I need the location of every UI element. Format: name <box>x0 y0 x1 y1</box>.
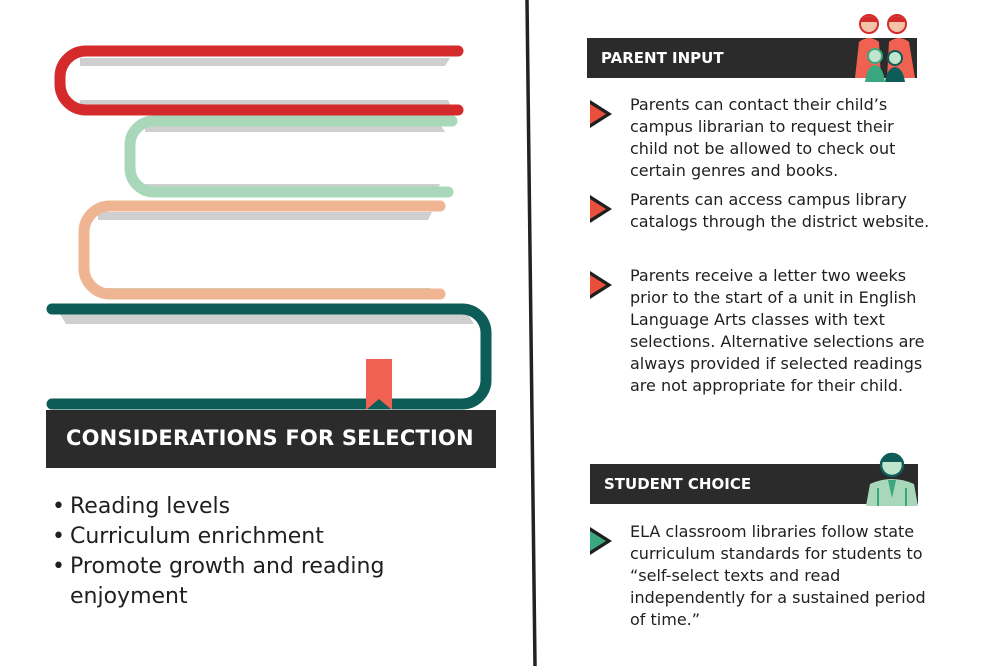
parent-item-text: Parents can access campus library catalogs through the district website. <box>630 190 930 231</box>
student-item-text: ELA classroom libraries follow state curriculum standards for students to “self-select texts and read independently for a sustained period of time.” <box>630 522 926 629</box>
book-red <box>60 51 458 110</box>
parent-item-text: Parents receive a letter two weeks prior to the start of a unit in English Language Arts classes with text selections. Alternative selections are always provided if selected readings are not appropriate for their child. <box>630 266 925 395</box>
student-choice-title: STUDENT CHOICE <box>604 475 752 493</box>
play-arrow-icon <box>586 269 614 301</box>
criteria-item: • Curriculum enrichment <box>52 522 412 552</box>
family-icon <box>847 8 923 82</box>
student-icon <box>862 448 922 506</box>
considerations-banner <box>46 410 496 468</box>
book-green <box>130 121 452 192</box>
criteria-list <box>52 492 412 612</box>
book-stack-illustration <box>0 0 520 420</box>
play-arrow-icon <box>586 525 614 557</box>
play-arrow-icon <box>586 98 614 130</box>
book-peach <box>84 206 440 296</box>
parent-item-text: Parents can contact their child’s campus librarian to request their child not be allowed to check out certain genres and books. <box>630 95 896 180</box>
criteria-item: • Promote growth and reading enjoyment <box>52 552 412 612</box>
considerations-title: CONSIDERATIONS FOR SELECTION <box>66 426 474 450</box>
book-teal <box>52 309 486 404</box>
play-arrow-icon <box>586 193 614 225</box>
parent-input-title: PARENT INPUT <box>601 49 724 67</box>
criteria-item: • Reading levels <box>52 492 412 522</box>
